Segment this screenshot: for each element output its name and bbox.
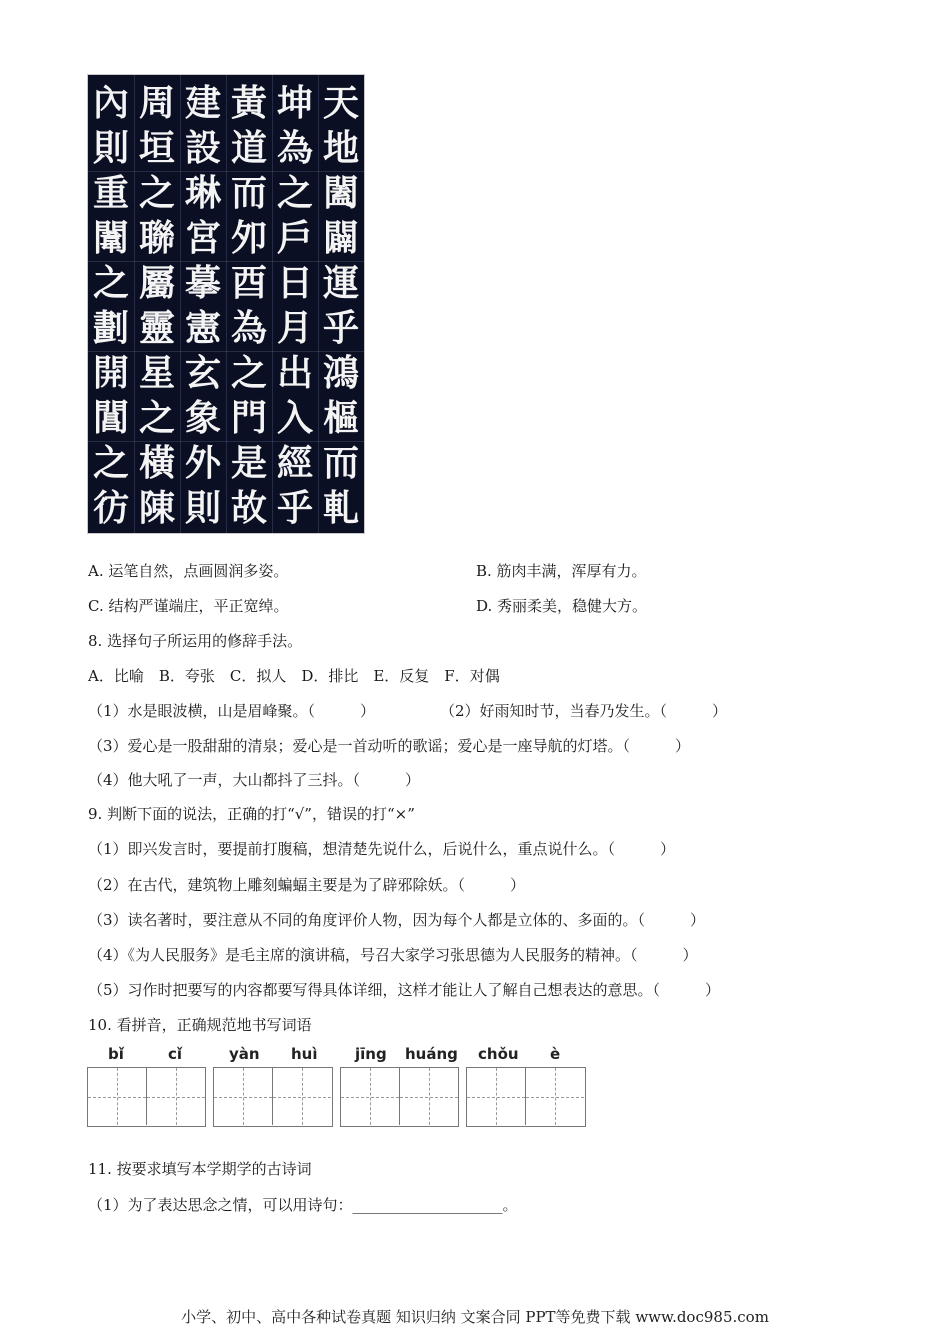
calligraphy-rubbing-image [88, 75, 364, 533]
rubbing-character: 開 [92, 352, 129, 394]
rubbing-character: 之 [230, 352, 267, 394]
q8-item-4: （4）他大吼了一声，大山都抖了三抖。（ ） [88, 771, 421, 789]
q8-item-1: （1）水是眼波横，山是眉峰聚。（ ） [88, 702, 376, 720]
pinyin-label: huáng [405, 1045, 458, 1063]
q8-item-3: （3）爱心是一股甜甜的清泉；爱心是一首动听的歌谣；爱心是一座导航的灯塔。（ ） [88, 737, 691, 755]
q9-title: 9. 判断下面的说法，正确的打“√”，错误的打“×” [88, 805, 415, 823]
rubbing-character: 憲 [184, 307, 221, 349]
rubbing-character: 闔 [322, 172, 359, 214]
rubbing-character: 彷 [92, 487, 129, 529]
q9-item-5: （5）习作时把要写的内容都要写得具体详细，这样才能让人了解自己想表达的意思。（ ） [88, 981, 721, 999]
pinyin-label: yàn [229, 1045, 260, 1063]
rubbing-character: 為 [276, 127, 313, 169]
q7-option-d: D. 秀丽柔美，稳健大方。 [476, 597, 648, 615]
rubbing-character: 之 [138, 397, 175, 439]
rubbing-character: 夘 [230, 217, 267, 259]
rubbing-gridline [180, 75, 181, 533]
rubbing-character: 星 [138, 352, 175, 394]
rubbing-character: 而 [322, 442, 359, 484]
rubbing-character: 設 [184, 127, 221, 169]
rubbing-character: 之 [276, 172, 313, 214]
rubbing-character: 則 [92, 127, 129, 169]
writing-cell[interactable] [146, 1068, 205, 1125]
rubbing-character: 外 [184, 442, 221, 484]
rubbing-character: 玄 [184, 352, 221, 394]
q10-title: 10. 看拼音，正确规范地书写词语 [88, 1016, 312, 1034]
rubbing-character: 月 [276, 307, 313, 349]
pinyin-label: chǒu [478, 1045, 519, 1063]
writing-box-group-1[interactable] [87, 1067, 206, 1127]
writing-cell[interactable] [341, 1068, 399, 1125]
rubbing-character: 周 [138, 82, 175, 124]
rubbing-character: 靈 [138, 307, 175, 349]
rubbing-column [134, 81, 180, 529]
rubbing-column [226, 81, 272, 529]
rubbing-gridline [134, 75, 135, 533]
rubbing-character: 閶 [92, 397, 129, 439]
writing-cell[interactable] [88, 1068, 146, 1125]
q11-title: 11. 按要求填写本学期学的古诗词 [88, 1160, 312, 1178]
pinyin-label: huì [291, 1045, 318, 1063]
writing-cell[interactable] [399, 1068, 458, 1125]
rubbing-character: 出 [276, 352, 313, 394]
rubbing-character: 之 [92, 442, 129, 484]
rubbing-character: 闢 [322, 217, 359, 259]
page-footer: 小学、初中、高中各种试卷真题 知识归纳 文案合同 PPT等免费下载 www.doc985.com [181, 1308, 769, 1326]
pinyin-label: è [550, 1045, 561, 1063]
writing-box-group-3[interactable] [340, 1067, 459, 1127]
rubbing-gridline [88, 351, 364, 352]
pinyin-label: bǐ [108, 1045, 124, 1063]
rubbing-character: 而 [230, 172, 267, 214]
rubbing-character: 屬 [138, 262, 175, 304]
rubbing-character: 橫 [138, 442, 175, 484]
rubbing-character: 天 [322, 82, 359, 124]
rubbing-character: 闈 [92, 217, 129, 259]
writing-cell[interactable] [525, 1068, 584, 1125]
rubbing-character: 運 [322, 262, 359, 304]
rubbing-character: 陳 [138, 487, 175, 529]
rubbing-character: 鴻 [322, 352, 359, 394]
rubbing-character: 劃 [92, 307, 129, 349]
rubbing-character: 之 [138, 172, 175, 214]
rubbing-column [180, 81, 226, 529]
rubbing-gridline [88, 261, 364, 262]
rubbing-gridline [88, 171, 364, 172]
rubbing-character: 內 [92, 82, 129, 124]
rubbing-character: 故 [230, 487, 267, 529]
q8-choices: A．比喻 B．夸张 C．拟人 D．排比 E．反复 F．对偶 [88, 667, 500, 685]
writing-cell[interactable] [272, 1068, 331, 1125]
pinyin-label: cǐ [168, 1045, 183, 1063]
rubbing-column [318, 81, 364, 529]
rubbing-character: 乎 [322, 307, 359, 349]
pinyin-label: jīng [355, 1045, 387, 1063]
rubbing-character: 道 [230, 127, 267, 169]
rubbing-character: 摹 [184, 262, 221, 304]
rubbing-character: 經 [276, 442, 313, 484]
rubbing-character: 是 [230, 442, 267, 484]
rubbing-character: 門 [230, 397, 267, 439]
q7-option-c: C. 结构严谨端庄，平正宽绰。 [88, 597, 289, 615]
rubbing-character: 黃 [230, 82, 267, 124]
rubbing-character: 戶 [276, 217, 313, 259]
q8-title: 8. 选择句子所运用的修辞手法。 [88, 632, 303, 650]
writing-cell[interactable] [467, 1068, 525, 1125]
rubbing-character: 軋 [322, 487, 359, 529]
q7-option-a: A. 运笔自然，点画圆润多姿。 [88, 562, 289, 580]
writing-cell[interactable] [214, 1068, 272, 1125]
writing-box-group-2[interactable] [213, 1067, 333, 1127]
rubbing-character: 則 [184, 487, 221, 529]
q8-item-2: （2）好雨知时节，当春乃发生。（ ） [440, 702, 728, 720]
rubbing-character: 乎 [276, 487, 313, 529]
rubbing-character: 聯 [138, 217, 175, 259]
rubbing-character: 樞 [322, 397, 359, 439]
rubbing-character: 建 [184, 82, 221, 124]
rubbing-gridline [318, 75, 319, 533]
rubbing-character: 琳 [184, 172, 221, 214]
q11-item-1: （1）为了表达思念之情，可以用诗句：____________________。 [88, 1196, 518, 1214]
writing-box-group-4[interactable] [466, 1067, 586, 1127]
rubbing-column [272, 81, 318, 529]
rubbing-gridline [226, 75, 227, 533]
rubbing-character: 之 [92, 262, 129, 304]
q9-item-2: （2）在古代，建筑物上雕刻蝙蝠主要是为了辟邪除妖。（ ） [88, 876, 526, 894]
q7-option-b: B. 筋肉丰满，浑厚有力。 [476, 562, 647, 580]
rubbing-character: 重 [92, 172, 129, 214]
rubbing-character: 入 [276, 397, 313, 439]
rubbing-gridline [272, 75, 273, 533]
rubbing-character: 宮 [184, 217, 221, 259]
rubbing-character: 垣 [138, 127, 175, 169]
rubbing-character: 酉 [230, 262, 267, 304]
rubbing-gridline [88, 441, 364, 442]
rubbing-character: 為 [230, 307, 267, 349]
rubbing-column [88, 81, 134, 529]
q9-item-1: （1）即兴发言时，要提前打腹稿，想清楚先说什么，后说什么，重点说什么。（ ） [88, 840, 676, 858]
q9-item-3: （3）读名著时，要注意从不同的角度评价人物，因为每个人都是立体的、多面的。（ ） [88, 911, 706, 929]
q9-item-4: （4）《为人民服务》是毛主席的演讲稿，号召大家学习张思德为人民服务的精神。（ ） [88, 946, 698, 964]
rubbing-character: 象 [184, 397, 221, 439]
rubbing-character: 坤 [276, 82, 313, 124]
rubbing-character: 地 [322, 127, 359, 169]
rubbing-character: 日 [276, 262, 313, 304]
